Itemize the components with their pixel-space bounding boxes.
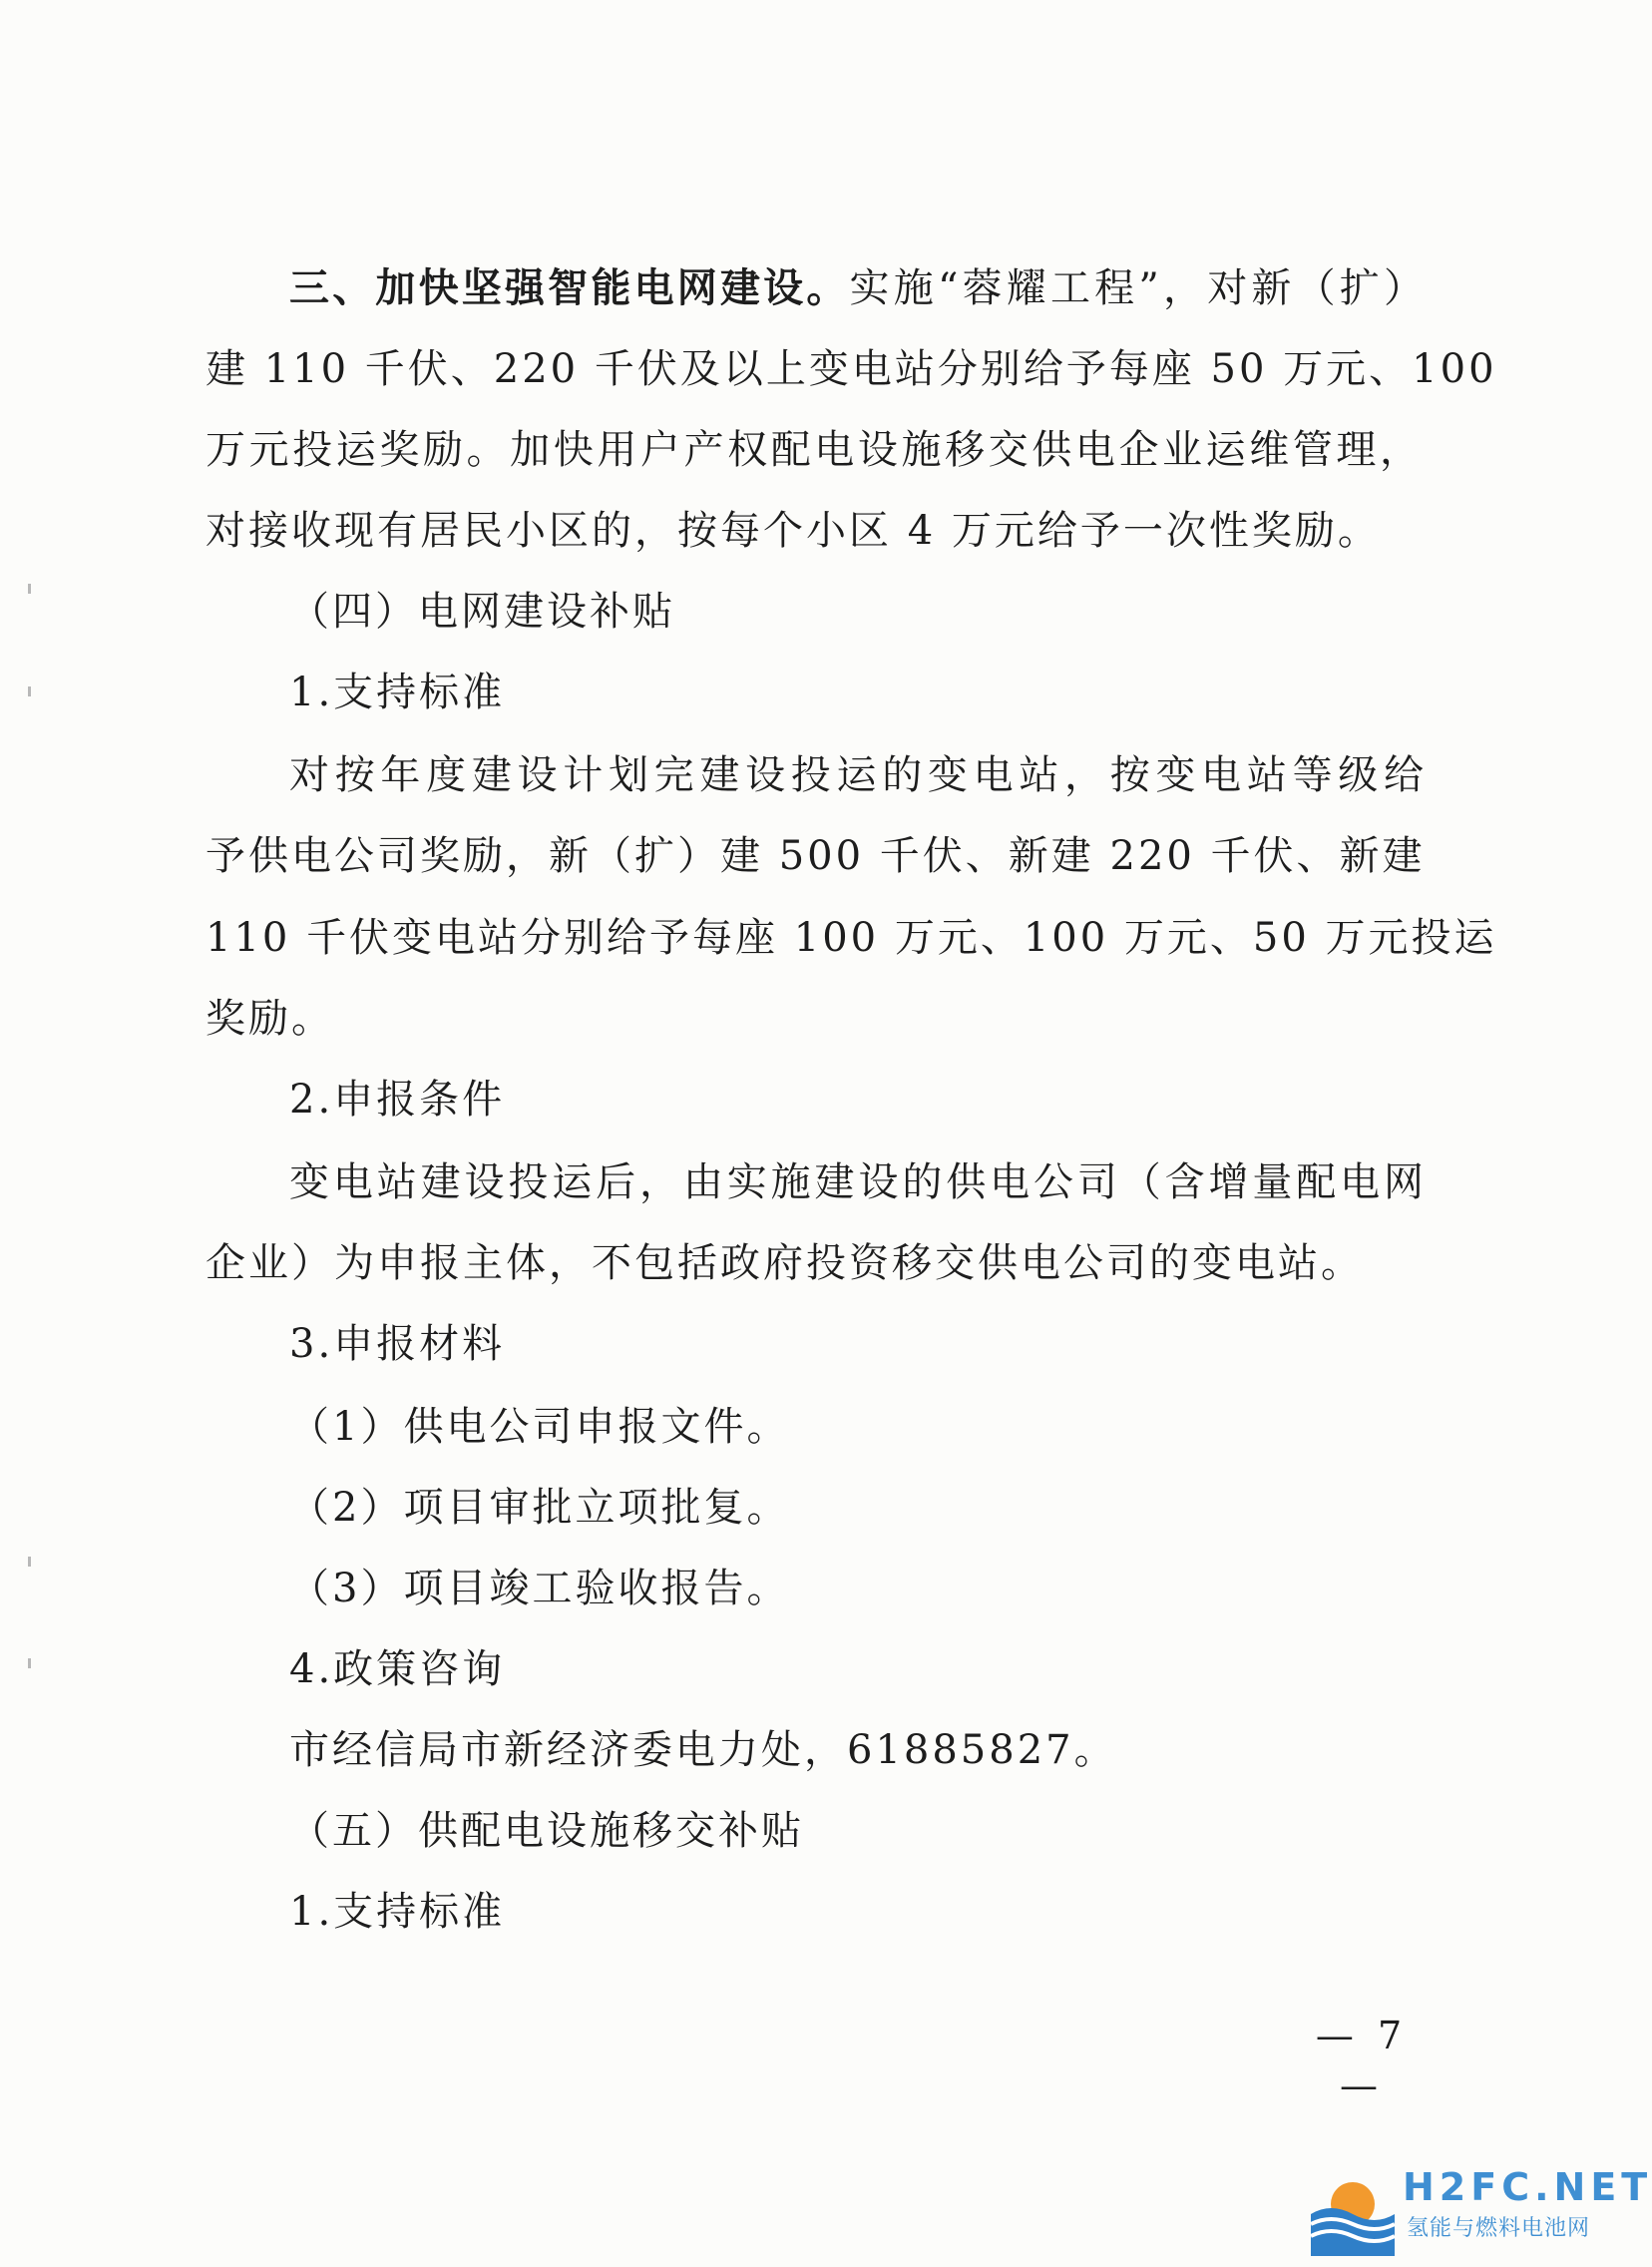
- paragraph-3-line-3: 万元投运奖励。加快用户产权配电设施移交供电企业运维管理，: [206, 427, 1423, 473]
- scan-speck: [28, 686, 31, 696]
- scan-speck: [28, 1658, 31, 1668]
- application-materials-heading: 3.申报材料: [289, 1321, 506, 1367]
- scan-speck: [28, 584, 31, 594]
- site-watermark: [1307, 2160, 1652, 2260]
- support-standard-line-2: 予供电公司奖励，新（扩）建 500 千伏、新建 220 千伏、新建: [206, 833, 1426, 879]
- section-4-heading: （四）电网建设补贴: [289, 589, 675, 635]
- section-5-support-standard-heading: 1.支持标准: [289, 1889, 506, 1935]
- support-standard-heading: 1.支持标准: [289, 670, 506, 715]
- material-item-2: （2）项目审批立项批复。: [289, 1485, 790, 1531]
- policy-consultation-contact: 市经信局市新经济委电力处，61885827。: [289, 1727, 1117, 1773]
- application-conditions-line-1: 变电站建设投运后，由实施建设的供电公司（含增量配电网: [289, 1159, 1427, 1205]
- support-standard-line-1: 对按年度建设计划完建设投运的变电站，按变电站等级给: [289, 752, 1427, 798]
- sun-wave-logo-icon: [1307, 2164, 1399, 2256]
- scan-speck: [28, 1557, 31, 1567]
- material-item-3: （3）项目竣工验收报告。: [289, 1566, 790, 1611]
- policy-consultation-heading: 4.政策咨询: [289, 1646, 506, 1692]
- paragraph-3-line-1: [289, 263, 1427, 313]
- section-3-heading: 三、加快坚强智能电网建设。: [289, 265, 850, 311]
- section-5-heading: （五）供配电设施移交补贴: [289, 1808, 804, 1854]
- section-3-text: 实施“蓉耀工程”，对新（扩）: [849, 265, 1427, 311]
- paragraph-3-line-4: 对接收现有居民小区的，按每个小区 4 万元给予一次性奖励。: [206, 508, 1381, 554]
- paragraph-3-line-2: 建 110 千伏、220 千伏及以上变电站分别给予每座 50 万元、100: [206, 346, 1497, 392]
- application-conditions-line-2: 企业）为申报主体，不包括政府投资移交供电公司的变电站。: [206, 1240, 1364, 1286]
- watermark-brand: H2FC.NET: [1403, 2165, 1652, 2209]
- support-standard-line-3: 110 千伏变电站分别给予每座 100 万元、100 万元、50 万元投运: [206, 915, 1497, 961]
- support-standard-line-4: 奖励。: [206, 996, 334, 1042]
- application-conditions-heading: 2.申报条件: [289, 1077, 506, 1123]
- watermark-subtitle: 氢能与燃料电池网: [1407, 2216, 1591, 2241]
- page-number: — 7 —: [1315, 2014, 1409, 2107]
- material-item-1: （1）供电公司申报文件。: [289, 1404, 790, 1450]
